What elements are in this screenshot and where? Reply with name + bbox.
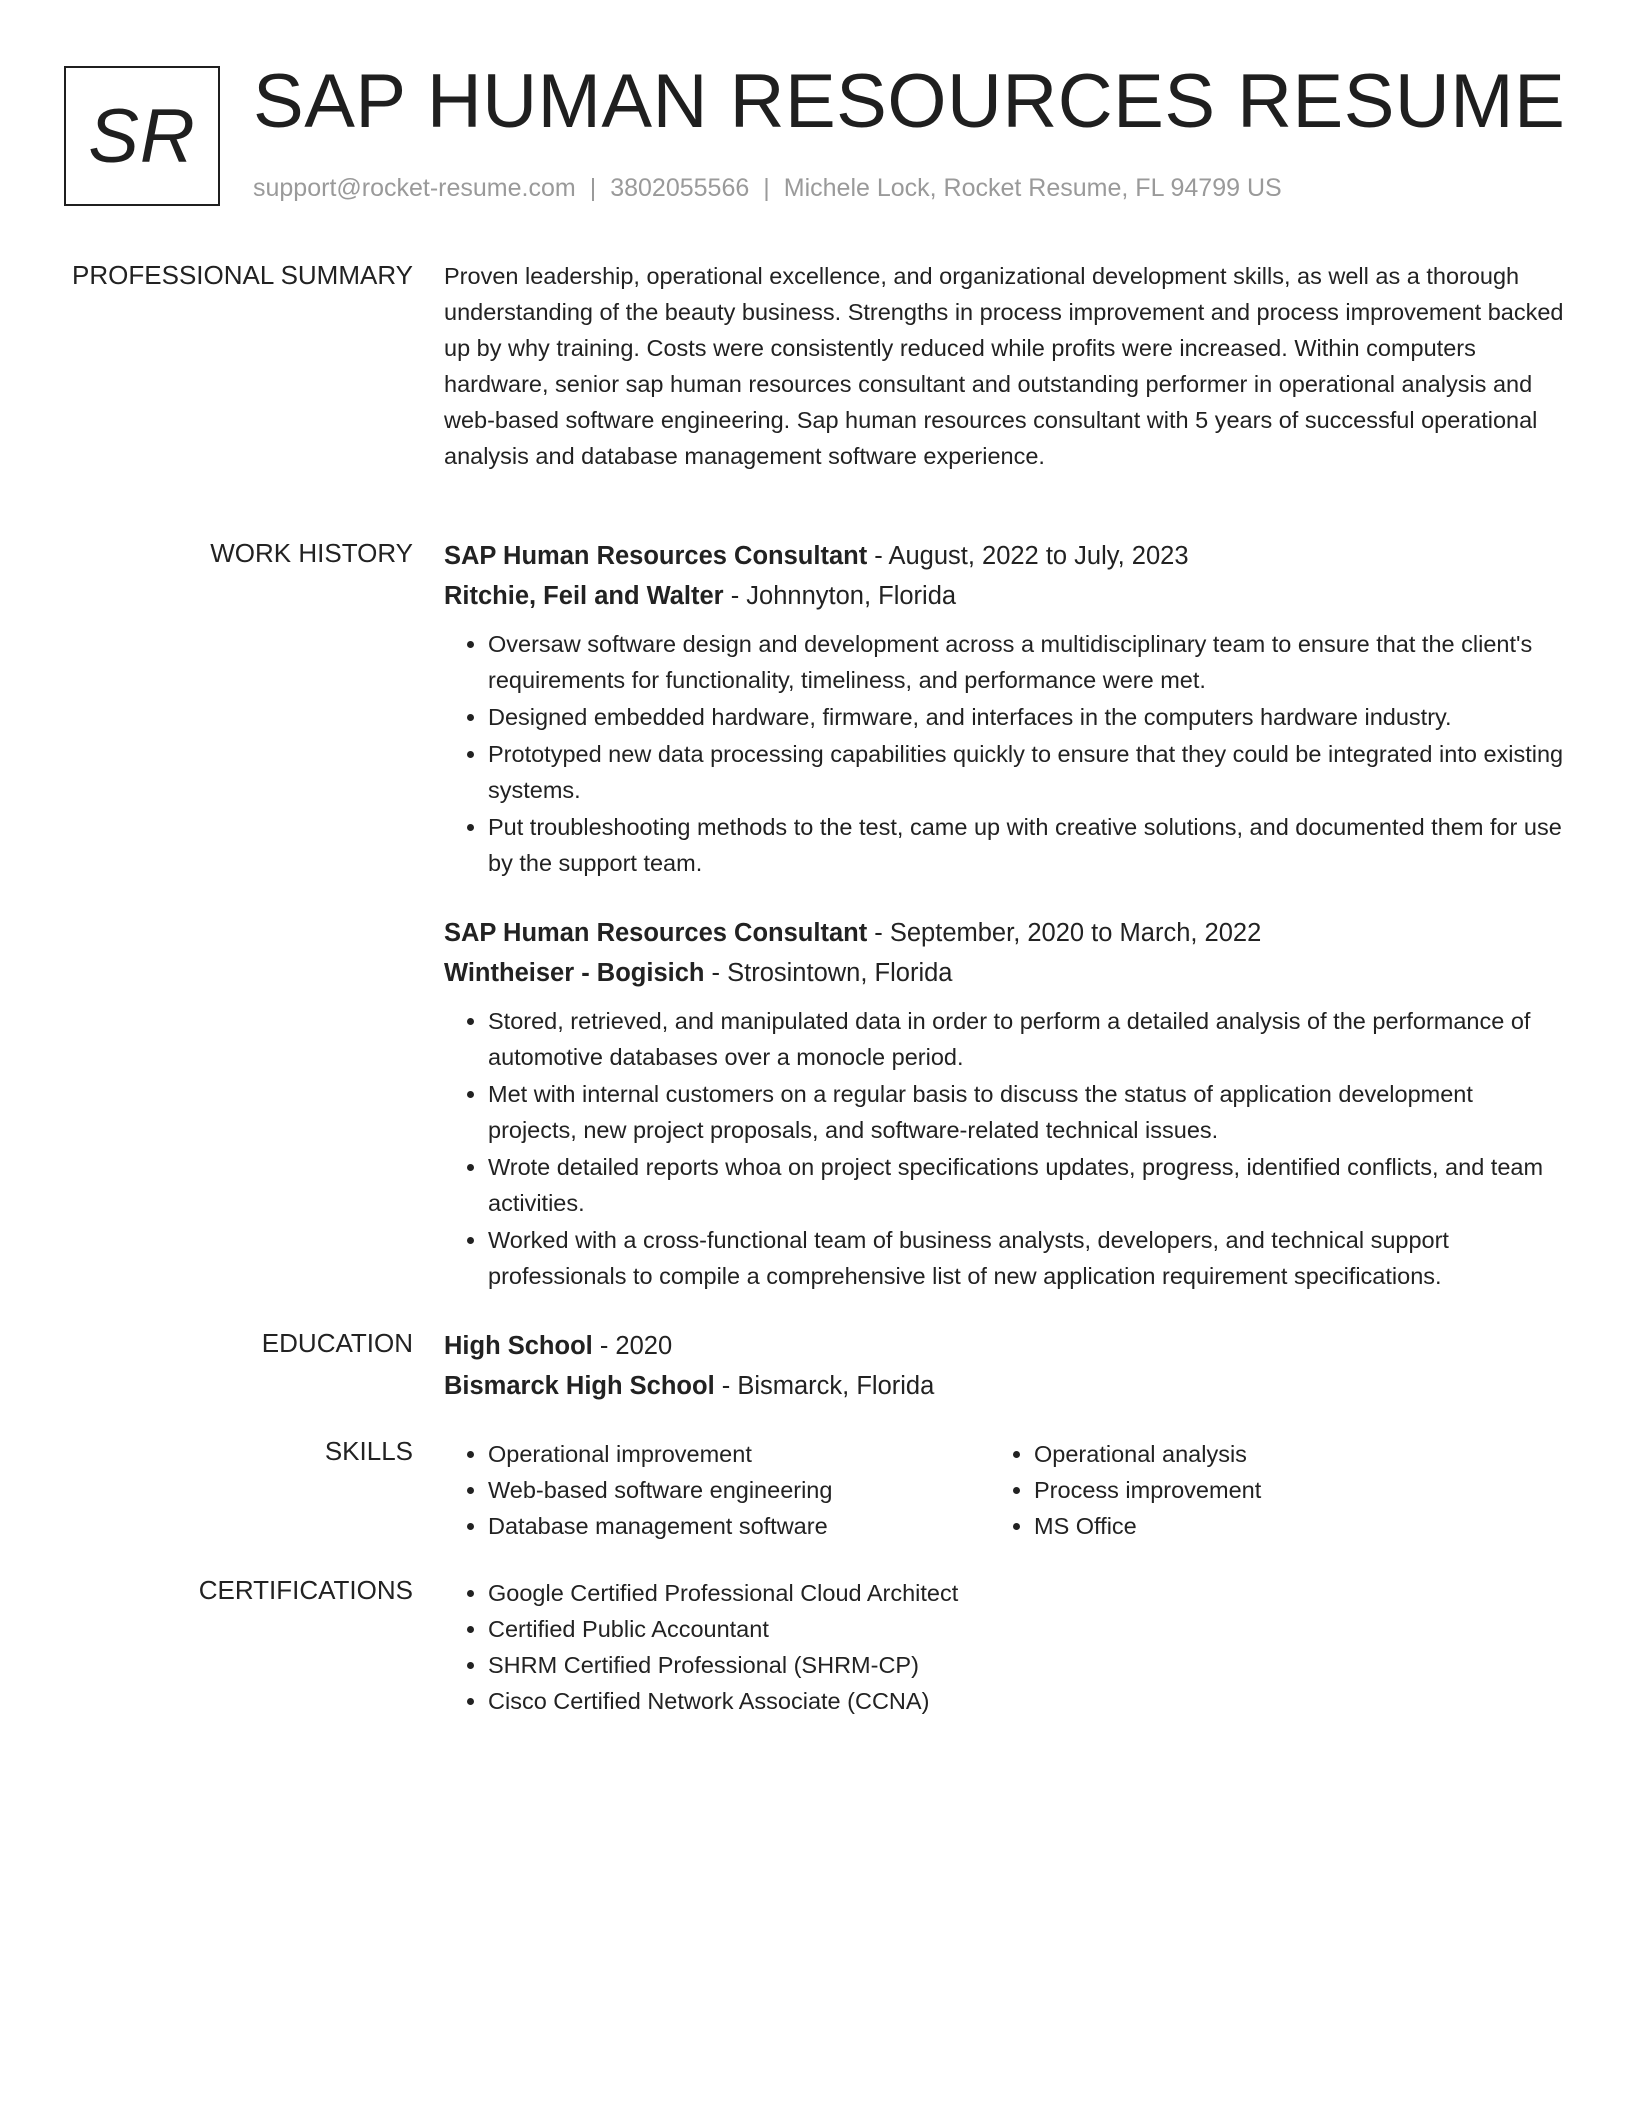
job-location: - Johnnyton, Florida [723,582,957,610]
skills-column-left [444,1436,990,1544]
education-school: Bismarck High School [444,1372,715,1400]
resume-title: SAP HUMAN RESOURCES RESUME [253,59,1566,144]
education-school-line [444,1366,1564,1406]
job-bullet: • Prototyped new data processing capabilities quickly to ensure that they could be integrated into existing systems. [488,736,1564,808]
skill-item: • Process improvement [1034,1472,1536,1508]
education-location: - Bismarck, Florida [714,1372,935,1400]
certifications-body [444,1575,1564,1719]
job-title-line [444,536,1564,576]
certification-item: • Google Certified Professional Cloud Architect [488,1575,1564,1611]
job-bullet: • Oversaw software design and development across a multidisciplinary team to ensure that the client's requirements for functionality, timeliness, and performance were met. [488,626,1564,698]
job-dates: - August, 2022 to July, 2023 [867,542,1189,570]
job-bullets [444,626,1564,881]
job-bullet: • Met with internal customers on a regular basis to discuss the status of application development projects, new project proposals, and software-related technical issues. [488,1076,1564,1148]
certifications-heading: CERTIFICATIONS [198,1575,413,1605]
job-bullet: • Worked with a cross-functional team of business analysts, developers, and technical support professionals to compile a comprehensive list of new application requirement specifications. [488,1222,1564,1294]
skill-item: • Operational improvement [488,1436,990,1472]
summary-body [444,258,1564,474]
job-bullet: • Designed embedded hardware, firmware, and interfaces in the computers hardware industry. [488,699,1564,735]
job-bullet: • Put troubleshooting methods to the test, came up with creative solutions, and documented them for use by the support team. [488,809,1564,881]
job-company-line [444,953,1564,993]
contact-email: support@rocket-resume.com [253,174,576,202]
skills-column-right [990,1436,1536,1544]
work-history-body [444,913,1564,1294]
education-degree: High School [444,1332,593,1360]
job-company-line [444,576,1564,616]
summary-text: Proven leadership, operational excellence, and organizational development skills, as well as a thorough understanding of the beauty business. Strengths in process improvement and process improvement backed up by why training. Costs were consistently reduced while profits were increased. Within computers hardware, senior sap human resources consultant and outstanding performer in operational analysis and web-based software engineering. Sap human resources consultant with 5 years of successful operational analysis and database management software experience. [444,263,1564,469]
job-title: SAP Human Resources Consultant [444,542,868,570]
summary-heading: PROFESSIONAL SUMMARY [72,260,413,290]
work-history-body [444,536,1564,881]
certification-item: • SHRM Certified Professional (SHRM-CP) [488,1647,1564,1683]
skills-heading: SKILLS [324,1436,413,1466]
contact-separator: | [589,174,597,202]
skill-item: • MS Office [1034,1508,1536,1544]
skill-item: • Database management software [488,1508,990,1544]
certifications-list [444,1575,1564,1719]
job-bullet: • Stored, retrieved, and manipulated data in order to perform a detailed analysis of the performance of automotive databases over a monocle period. [488,1003,1564,1075]
job-company: Ritchie, Feil and Walter [444,582,724,610]
monogram-logo: SR [64,66,220,206]
skills-grid [444,1436,1564,1544]
job-location: - Strosintown, Florida [704,959,953,987]
job-bullets [444,1003,1564,1294]
job-title: SAP Human Resources Consultant [444,919,868,947]
education-degree-line [444,1326,1564,1366]
job-company: Wintheiser - Bogisich [444,959,705,987]
certification-item: • Cisco Certified Network Associate (CCNA) [488,1683,1564,1719]
contact-phone: 3802055566 [610,174,750,202]
education-year: - 2020 [592,1332,673,1360]
job-entry [444,536,1564,881]
job-bullet: • Wrote detailed reports whoa on project specifications updates, progress, identified conflicts, and team activities. [488,1149,1564,1221]
job-title-line [444,913,1564,953]
education-body [444,1326,1564,1406]
skill-item: • Operational analysis [1034,1436,1536,1472]
certification-item: • Certified Public Accountant [488,1611,1564,1647]
skills-body [444,1436,1564,1544]
work-history-heading: WORK HISTORY [210,538,413,568]
contact-address: Michele Lock, Rocket Resume, FL 94799 US [783,174,1282,202]
job-entry [444,913,1564,1294]
education-heading: EDUCATION [261,1328,413,1358]
contact-separator: | [763,174,770,202]
contact-line [253,174,1282,203]
skill-item: • Web-based software engineering [488,1472,990,1508]
job-dates: - September, 2020 to March, 2022 [867,919,1262,947]
